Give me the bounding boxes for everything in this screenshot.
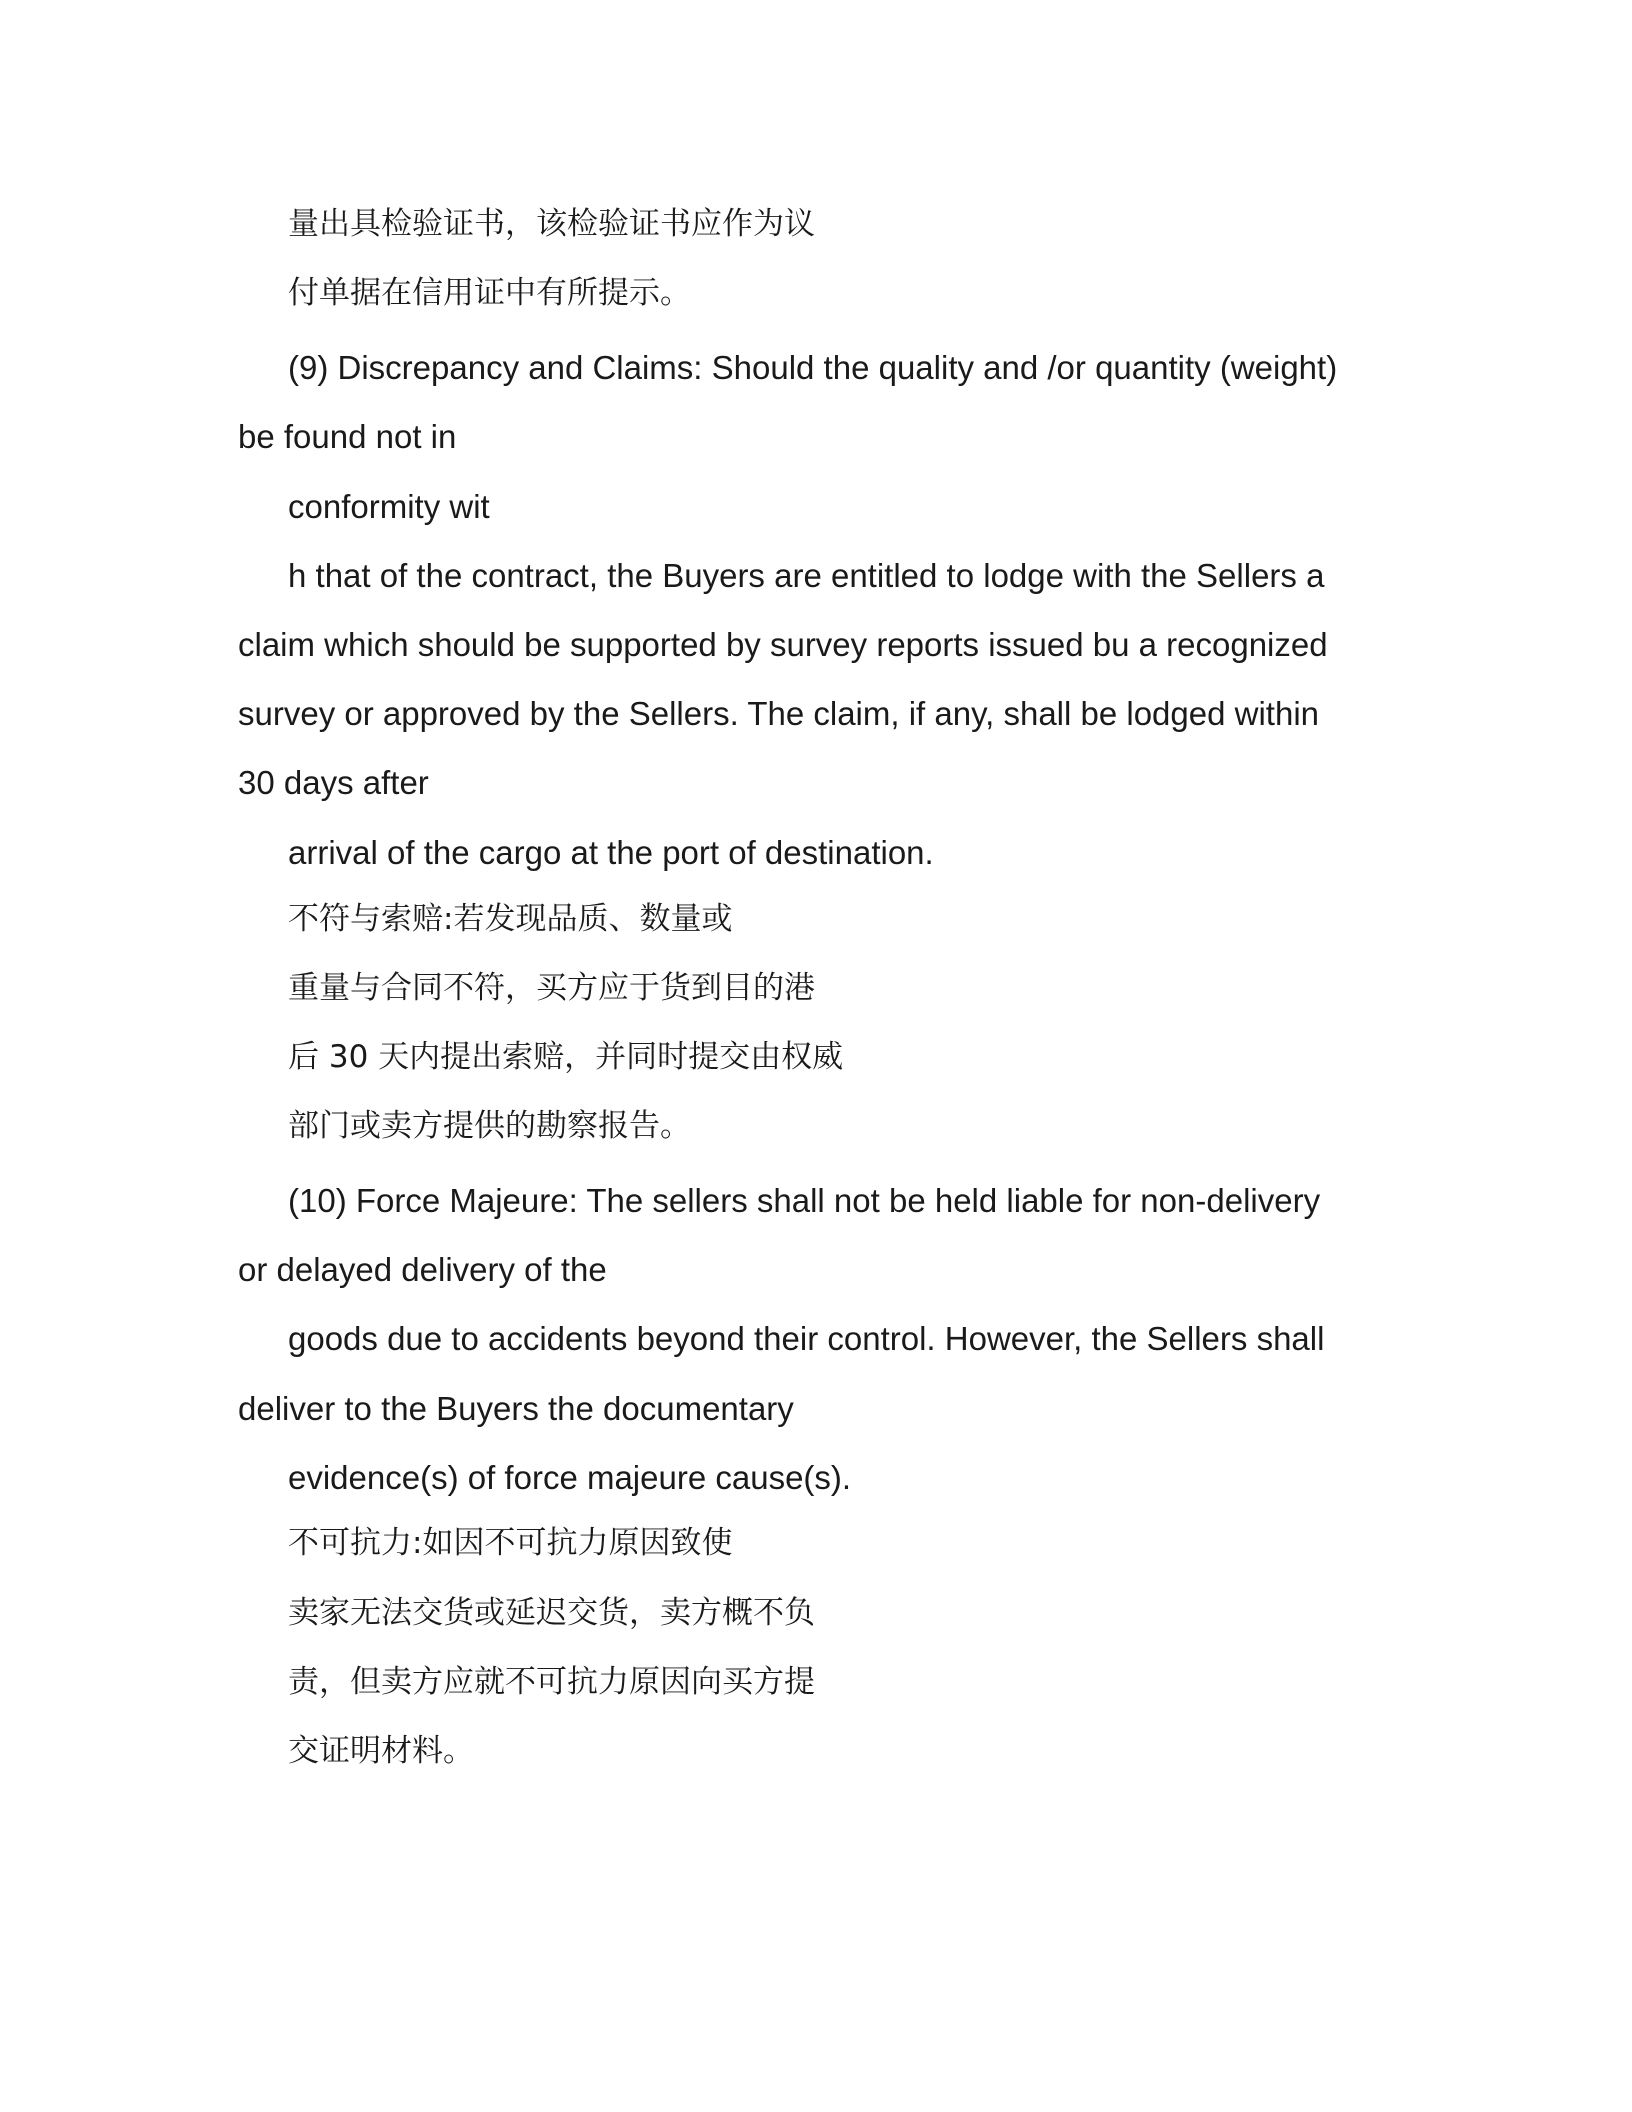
text-line: 责，但卖方应就不可抗力原因向买方提: [288, 1664, 815, 1700]
text-line: arrival of the cargo at the port of destination.: [288, 834, 934, 871]
clause-9-heading: (9) Discrepancy and Claims: Should the quality and /or quantity (weight): [288, 349, 1338, 386]
text-line: 不符与索赔:若发现品质、数量或: [288, 901, 733, 937]
clause-10-heading: (10) Force Majeure: The sellers shall not be held liable for non-delivery: [288, 1182, 1321, 1219]
text-line: h that of the contract, the Buyers are entitled to lodge with the Sellers a: [288, 557, 1325, 594]
text-line: 不可抗力:如因不可抗力原因致使: [288, 1525, 733, 1561]
text-line: goods due to accidents beyond their control. However, the Sellers shall: [288, 1320, 1325, 1357]
text-line: claim which should be supported by survey reports issued bu a recognized: [238, 626, 1328, 663]
text-line: 后 30 天内提出索赔，并同时提交由权威: [288, 1039, 844, 1075]
text-line: evidence(s) of force majeure cause(s).: [288, 1459, 852, 1496]
text-line: 重量与合同不符，买方应于货到目的港: [288, 970, 815, 1006]
text-line: 卖家无法交货或延迟交货，卖方概不负: [288, 1595, 815, 1631]
text-line: be found not in: [238, 418, 457, 455]
text-line: survey or approved by the Sellers. The claim, if any, shall be lodged within: [238, 695, 1320, 732]
text-line: 30 days after: [238, 764, 429, 801]
text-line: 付单据在信用证中有所提示。: [288, 275, 691, 311]
text-line: or delayed delivery of the: [238, 1251, 607, 1288]
text-line: 量出具检验证书，该检验证书应作为议: [288, 206, 815, 242]
text-line: conformity wit: [288, 488, 490, 525]
text-line: 部门或卖方提供的勘察报告。: [288, 1108, 691, 1144]
text-line: 交证明材料。: [288, 1733, 474, 1769]
text-line: deliver to the Buyers the documentary: [238, 1390, 794, 1427]
